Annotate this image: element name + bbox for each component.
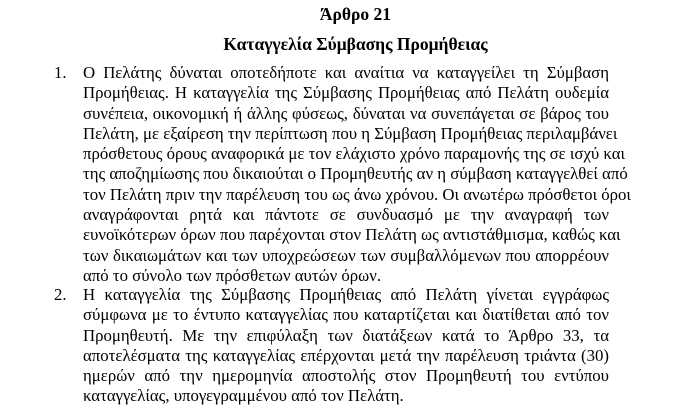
paragraph-line: Η καταγγελία της Σύμβασης Προμήθειας από Πελάτη γίνεται εγγράφως (83, 285, 609, 304)
paragraph-line: καταγγελίας, υπογεγραμμένου από τον Πελάτη. (83, 386, 404, 406)
paragraph-line: αποτελέσματα της καταγγελίας επέρχονται μετά την παρέλευση τριάντα (30) (83, 345, 609, 365)
paragraph-line: Προμηθευτή. Με την επιφύλαξη των διατάξεων κατά το Άρθρο 33, τα (83, 325, 609, 345)
paragraph-line: αναγράφονται ρητά και πάντοτε σε συνδυασμό με την αναγραφή των (83, 205, 609, 225)
paragraph-marker: 1. (54, 63, 67, 82)
paragraph-line: ημερών από την ημερομηνία αποστολής στον Προμηθευτή του εντύπου (83, 366, 609, 386)
paragraph-line: Ο Πελάτης δύναται οποτεδήποτε και αναίτια να καταγγείλει τη Σύμβαση (83, 63, 609, 82)
paragraph-line: σύμφωνα με το έντυπο καταγγελίας που καταρτίζεται και διατίθεται από τον (83, 305, 609, 325)
paragraph-2 (83, 285, 609, 407)
article-title: Καταγγελία Σύμβασης Προμήθειας (223, 34, 488, 54)
paragraph-line: πρόσθετους όρους αναφορικά με τον ελάχιστο χρόνο παραμονής της σε ισχύ και (83, 144, 626, 164)
paragraph-line: από το σύνολο των πρόσθετων αυτών όρων. (83, 265, 382, 285)
paragraph-line: Προμήθειας. Η καταγγελία της Σύμβασης Προμήθειας από Πελάτη ουδεμία (83, 83, 609, 103)
paragraph-line: των δικαιωμάτων και των υποχρεώσεων των συμβαλλόμενων που απορρέουν (83, 245, 609, 265)
paragraph-line: Πελάτη, με εξαίρεση την περίπτωση που η Σύμβαση Προμήθειας περιλαμβάνει (83, 123, 618, 143)
paragraph-line: συνέπεια, οικονομική ή άλλης φύσεως, δύναται να συνεπάγεται σε βάρος του (83, 103, 609, 123)
article-number: Άρθρο 21 (319, 4, 392, 24)
paragraph-line: της αποζημίωσης που δικαιούται ο Προμηθευτής αν η σύμβαση καταγγελθεί από (83, 164, 628, 184)
paragraph-line: ευνοϊκότερων όρων που παρέχονται στον Πελάτη ως αντιστάθμισμα, καθώς και (83, 225, 621, 245)
paragraph-marker: 2. (54, 285, 67, 304)
paragraph-1 (83, 63, 631, 286)
paragraph-line: τον Πελάτη πριν την παρέλευση του ως άνω χρόνου. Οι ανωτέρω πρόσθετοι όροι (83, 184, 631, 204)
